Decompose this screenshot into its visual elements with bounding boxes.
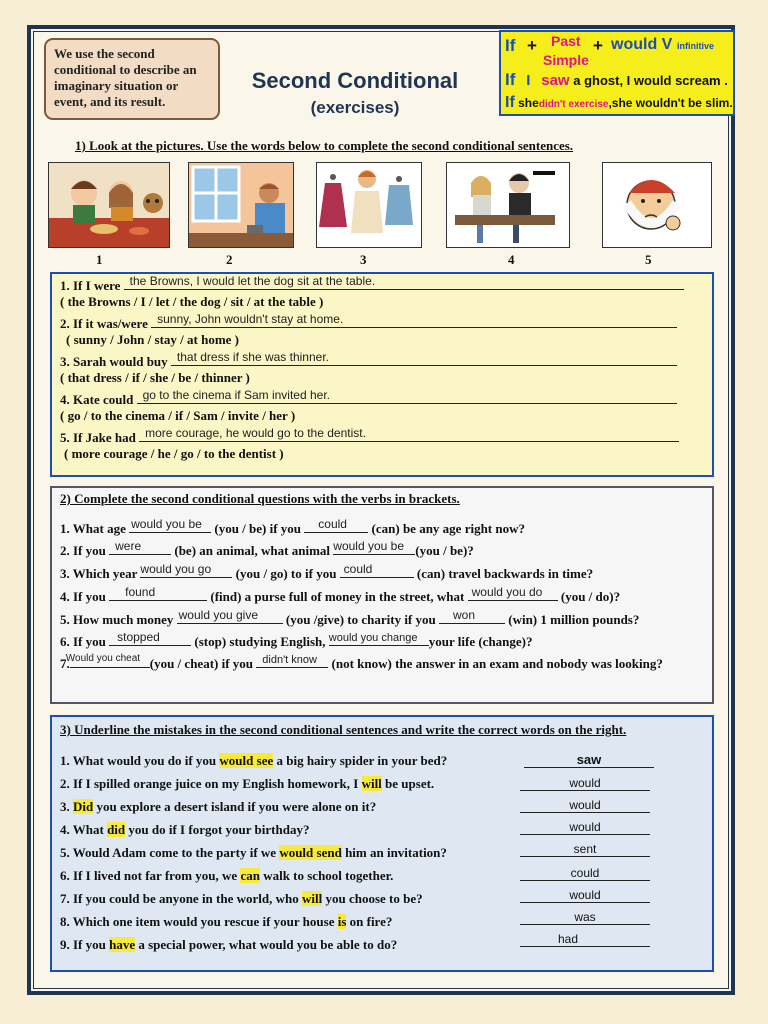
formula-example-1 xyxy=(505,70,728,90)
s3-mistake: will xyxy=(301,891,323,906)
ex1-dot: . xyxy=(724,73,728,88)
s2-part-c: (can) be any age right now? xyxy=(371,521,525,536)
intro-box xyxy=(44,38,220,120)
s1-stem: 5. If Jake had xyxy=(60,430,136,445)
s2-blank-1[interactable] xyxy=(109,585,207,601)
s3-pre: 1. What would you do if you xyxy=(60,753,220,768)
formula-example-2 xyxy=(505,94,733,112)
picture-boy-window xyxy=(188,162,294,248)
s2-answer: would you give xyxy=(178,608,259,622)
s2-blank-1[interactable] xyxy=(140,562,232,578)
s2-item-4 xyxy=(60,585,621,605)
formula-infinitive: infinitive xyxy=(677,41,715,51)
s3-item-4 xyxy=(60,822,309,838)
s2-blank-2[interactable] xyxy=(340,562,414,578)
s1-answer-blank[interactable] xyxy=(139,426,679,442)
s3-pre: 6. If I lived not far from you, we xyxy=(60,868,241,883)
s3-post: you choose to be? xyxy=(322,891,423,906)
s2-blank-2[interactable] xyxy=(256,654,328,668)
s3-correction-4[interactable]: would xyxy=(520,820,650,835)
s2-part-a: 1. What age xyxy=(60,521,126,536)
ex1-if: If xyxy=(505,70,516,89)
lady-dresses-illustration xyxy=(317,163,421,247)
s2-part-c: (win) 1 million pounds? xyxy=(508,612,640,627)
s1-stem: 1. If I were xyxy=(60,278,121,293)
s3-correction-3[interactable]: would xyxy=(520,798,650,813)
s2-answer: Would you cheat xyxy=(65,653,141,664)
s1-item-2 xyxy=(60,312,677,332)
s3-pre: 7. If you could be anyone in the world, who xyxy=(60,891,302,906)
s1-answer-blank[interactable] xyxy=(151,312,677,328)
s1-item-5 xyxy=(60,426,679,446)
picture-number-4: 4 xyxy=(508,252,515,267)
s2-part-c: (you / do)? xyxy=(560,589,621,604)
s3-post: walk to school together. xyxy=(259,868,394,883)
s3-pre: 2. If I spilled orange juice on my English homework, I xyxy=(60,776,362,791)
s3-correction-5[interactable]: sent xyxy=(520,842,650,857)
s2-blank-2[interactable] xyxy=(468,585,558,601)
s3-mistake: would send xyxy=(279,845,342,860)
s1-item-1 xyxy=(60,274,684,294)
s2-blank-2[interactable] xyxy=(333,539,415,555)
intro-text-c: to describe an imaginary situation or event, and its result. xyxy=(54,62,197,109)
s2-part-a: 6. If you xyxy=(60,634,106,649)
s1-answer-blank[interactable] xyxy=(124,274,684,290)
formula-would-word: would xyxy=(611,36,658,53)
s3-mistake: can xyxy=(240,868,260,883)
s3-post: a big hairy spider in your bed? xyxy=(273,753,448,768)
s2-part-c: (you / be)? xyxy=(415,543,474,558)
s2-part-b: (stop) studying English, xyxy=(194,634,326,649)
s2-blank-2[interactable] xyxy=(328,632,429,646)
s1-answer: more courage, he would go to the dentist. xyxy=(145,426,366,440)
toothache-illustration xyxy=(603,163,711,247)
s1-words-3: ( that dress / if / she / be / thinner ) xyxy=(60,370,250,385)
s1-answer: the Browns, I would let the dog sit at the table. xyxy=(129,274,376,288)
s2-blank-2[interactable] xyxy=(304,517,368,533)
s3-item-2 xyxy=(60,776,434,792)
s2-answer: didn't know xyxy=(262,654,317,666)
s2-part-a: 5. How much money xyxy=(60,612,174,627)
s3-item-5 xyxy=(60,845,447,861)
s3-mistake: have xyxy=(109,937,136,952)
s2-answer: found xyxy=(125,585,156,599)
s1-words-4: ( go / to the cinema / if / Sam / invite / her ) xyxy=(60,408,296,423)
family-dinner-illustration xyxy=(49,163,169,247)
s3-correction-1[interactable]: saw xyxy=(524,752,654,768)
s3-pre: 3. xyxy=(60,799,73,814)
s1-answer-blank[interactable] xyxy=(137,388,677,404)
picture-couple-bench xyxy=(446,162,570,248)
s3-post: be upset. xyxy=(381,776,435,791)
s2-item-1 xyxy=(60,517,525,537)
s3-item-7 xyxy=(60,891,423,907)
s1-stem: 4. Kate could xyxy=(60,392,134,407)
picture-toothache xyxy=(602,162,712,248)
couple-bench-illustration xyxy=(447,163,569,247)
s3-correction-7[interactable]: would xyxy=(520,888,650,903)
s2-part-b: (you /give) to charity if you xyxy=(285,612,436,627)
s3-item-1 xyxy=(60,753,447,769)
s2-item-2 xyxy=(60,539,474,559)
picture-number-5: 5 xyxy=(645,252,652,267)
s2-part-a: 7. xyxy=(60,656,70,671)
s2-part-a: 4. If you xyxy=(60,589,106,604)
s2-answer: would you change xyxy=(328,632,418,644)
ex2-if: If xyxy=(505,94,515,111)
s2-part-a: 2. If you xyxy=(60,543,106,558)
s3-item-3 xyxy=(60,799,376,815)
s3-correction-6[interactable]: could xyxy=(520,866,650,881)
s2-part-b: (you / cheat) if you xyxy=(149,656,254,671)
s2-blank-2[interactable] xyxy=(439,608,505,624)
s2-answer: would you do xyxy=(471,585,543,599)
formula-plus-1: + xyxy=(527,36,537,55)
s3-pre: 4. What xyxy=(60,822,108,837)
s1-answer: that dress if she was thinner. xyxy=(176,350,329,364)
s2-blank-1[interactable] xyxy=(65,653,150,668)
s3-mistake: Did xyxy=(73,799,94,814)
s2-answer: would you go xyxy=(140,562,212,576)
s2-blank-1[interactable] xyxy=(177,608,283,624)
s2-part-b: (find) a purse full of money in the street, what xyxy=(210,589,465,604)
s2-part-b: (you / go) to if you xyxy=(235,566,337,581)
picture-number-3: 3 xyxy=(360,252,367,267)
s1-words-1: ( the Browns / I / let / the dog / sit / at the table ) xyxy=(60,294,324,309)
page-title: Second Conditional xyxy=(251,68,459,93)
s3-post: him an invitation? xyxy=(341,845,447,860)
s2-answer: could xyxy=(343,562,373,576)
s1-words-2: ( sunny / John / stay / at home ) xyxy=(66,332,239,347)
formula-box xyxy=(499,30,735,116)
section2-instruction: 2) Complete the second conditional questions with the verbs in brackets. xyxy=(60,491,460,506)
s3-pre: 8. Which one item would you rescue if your house xyxy=(60,914,338,929)
s2-part-c: (not know) the answer in an exam and nobody was looking? xyxy=(331,656,663,671)
s3-post: a special power, what would you be able to do? xyxy=(135,937,398,952)
ex2-rest: ,she wouldn't be slim. xyxy=(608,96,733,110)
ex1-saw: saw xyxy=(541,72,570,89)
s1-answer: sunny, John wouldn't stay at home. xyxy=(157,312,344,326)
s1-item-3 xyxy=(60,350,677,370)
formula-v: V xyxy=(661,36,673,53)
s2-answer: won xyxy=(452,608,475,622)
s1-stem: 2. If it was/were xyxy=(60,316,148,331)
formula-would xyxy=(611,36,672,54)
s2-answer: would you be xyxy=(131,517,202,531)
s3-item-9 xyxy=(60,937,397,953)
s1-item-4 xyxy=(60,388,677,408)
s3-item-8 xyxy=(60,914,392,930)
s2-blank-1[interactable] xyxy=(129,517,211,533)
section1-instruction: 1) Look at the pictures. Use the words below to complete the second conditional sentences. xyxy=(75,138,574,153)
s2-item-7 xyxy=(60,653,663,672)
s3-pre: 9. If you xyxy=(60,937,110,952)
ex2-she: she xyxy=(518,96,539,110)
s3-correction-2[interactable]: would xyxy=(520,776,650,791)
s2-part-b: (be) an animal, what animal xyxy=(174,543,331,558)
s3-post: you explore a desert island if you were alone on it? xyxy=(93,799,377,814)
s3-post: you do if I forgot your birthday? xyxy=(125,822,310,837)
s2-blank-1[interactable] xyxy=(109,539,171,555)
formula-if: If xyxy=(505,36,516,55)
s2-answer: would you be xyxy=(333,539,404,553)
intro-text-a: We use the xyxy=(54,46,118,61)
s2-answer: were xyxy=(115,539,142,553)
s1-stem: 3. Sarah would buy xyxy=(60,354,168,369)
s2-part-a: 3. Which year xyxy=(60,566,138,581)
s2-item-5 xyxy=(60,608,640,628)
s3-correction-8[interactable]: was xyxy=(520,910,650,925)
s2-blank-1[interactable] xyxy=(109,630,191,646)
s1-words-5: ( more courage / he / go / to the dentist ) xyxy=(64,446,284,461)
section3-instruction: 3) Underline the mistakes in the second conditional sentences and write the correct words on the right. xyxy=(60,722,627,737)
s3-mistake: is xyxy=(337,914,347,929)
s2-answer: could xyxy=(318,517,347,531)
ex2-neg: didn't exercise xyxy=(538,99,609,110)
s2-part-c: your life (change)? xyxy=(428,634,533,649)
s3-mistake: did xyxy=(107,822,126,837)
formula-simple: Simple xyxy=(543,52,589,68)
intro-text-b: second conditional xyxy=(54,46,155,77)
picture-number-2: 2 xyxy=(226,252,233,267)
ex1-i: I xyxy=(526,72,531,89)
picture-family-dinner xyxy=(48,162,170,248)
s3-post: on fire? xyxy=(346,914,393,929)
ex1-rest: a ghost, I would scream xyxy=(573,73,721,88)
s1-answer-blank[interactable] xyxy=(171,350,677,366)
s3-correction-9[interactable]: had xyxy=(520,932,650,947)
s3-item-6 xyxy=(60,868,393,884)
s1-answer: go to the cinema if Sam invited her. xyxy=(142,388,330,402)
s2-item-6 xyxy=(60,630,533,650)
boy-window-illustration xyxy=(189,163,293,247)
s3-mistake: will xyxy=(361,776,382,791)
picture-number-1: 1 xyxy=(96,252,103,267)
s2-part-c: (can) travel backwards in time? xyxy=(416,566,594,581)
s2-answer: stopped xyxy=(117,630,160,644)
s2-part-b: (you / be) if you xyxy=(214,521,302,536)
s3-mistake: would see xyxy=(219,753,274,768)
formula-plus-2: + xyxy=(593,36,603,55)
s2-item-3 xyxy=(60,562,594,582)
s3-pre: 5. Would Adam come to the party if we xyxy=(60,845,280,860)
picture-lady-dresses xyxy=(316,162,422,248)
page-subtitle: (exercises) xyxy=(310,98,400,117)
formula-past: Past xyxy=(551,33,581,49)
